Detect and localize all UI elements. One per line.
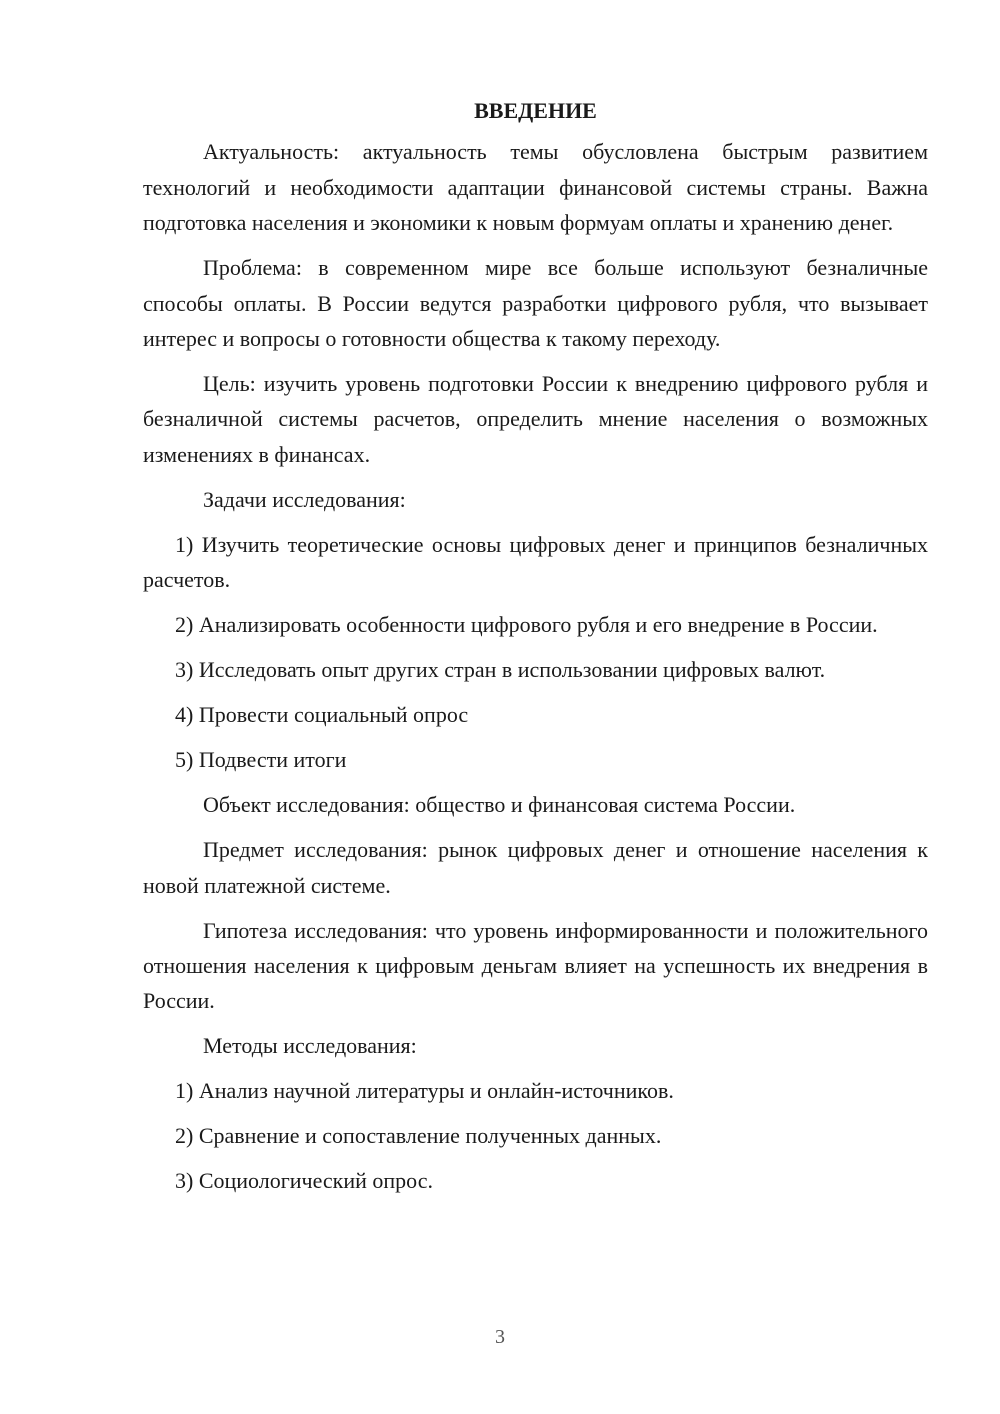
paragraph-relevance: Актуальность: актуальность темы обусловлена быстрым развитием технологий и необходимости адаптации финансовой системы страны. Важна подготовка населения и экономики к новым формуам оплаты и хранению денег. (143, 139, 928, 236)
task-item-2: 2) Анализировать особенности цифрового рубля и его внедрение в России. (175, 612, 878, 638)
method-item-3: 3) Социологический опрос. (175, 1168, 433, 1194)
paragraph-goal: Цель: изучить уровень подготовки России к внедрению цифрового рубля и безналичной системы расчетов, определить мнение населения о возможных изменениях в финансах. (143, 371, 928, 467)
task-item-3: 3) Исследовать опыт других стран в использовании цифровых валют. (175, 657, 826, 683)
paragraph-hypothesis: Гипотеза исследования: что уровень информированности и положительного отношения населения к цифровым деньгам влияет на успешность их внедрения в России. (143, 917, 928, 1014)
page-number: 3 (495, 1326, 505, 1348)
method-item-1: 1) Анализ научной литературы и онлайн-источников. (175, 1078, 674, 1104)
task-item-5: 5) Подвести итоги (175, 747, 347, 773)
paragraph-problem: Проблема: в современном мире все больше используют безналичные способы оплаты. В России ведутся разработки цифрового рубля, что вызывает интерес и вопросы о готовности общества к такому переходу. (143, 255, 928, 352)
paragraph-tasks-heading: Задачи исследования: (203, 486, 406, 512)
method-item-2: 2) Сравнение и сопоставление полученных данных. (175, 1123, 662, 1149)
task-item-1: 1) Изучить теоретические основы цифровых денег и принципов безналичных расчетов. (143, 531, 928, 593)
paragraph-methods-heading: Методы исследования: (203, 1033, 417, 1059)
page-title: ВВЕДЕНИЕ (474, 98, 597, 123)
paragraph-subject: Предмет исследования: рынок цифровых денег и отношение населения к новой платежной системе. (143, 837, 928, 898)
paragraph-object: Объект исследования: общество и финансовая система России. (203, 792, 796, 818)
page-content (143, 93, 928, 1208)
task-item-4: 4) Провести социальный опрос (175, 702, 469, 728)
